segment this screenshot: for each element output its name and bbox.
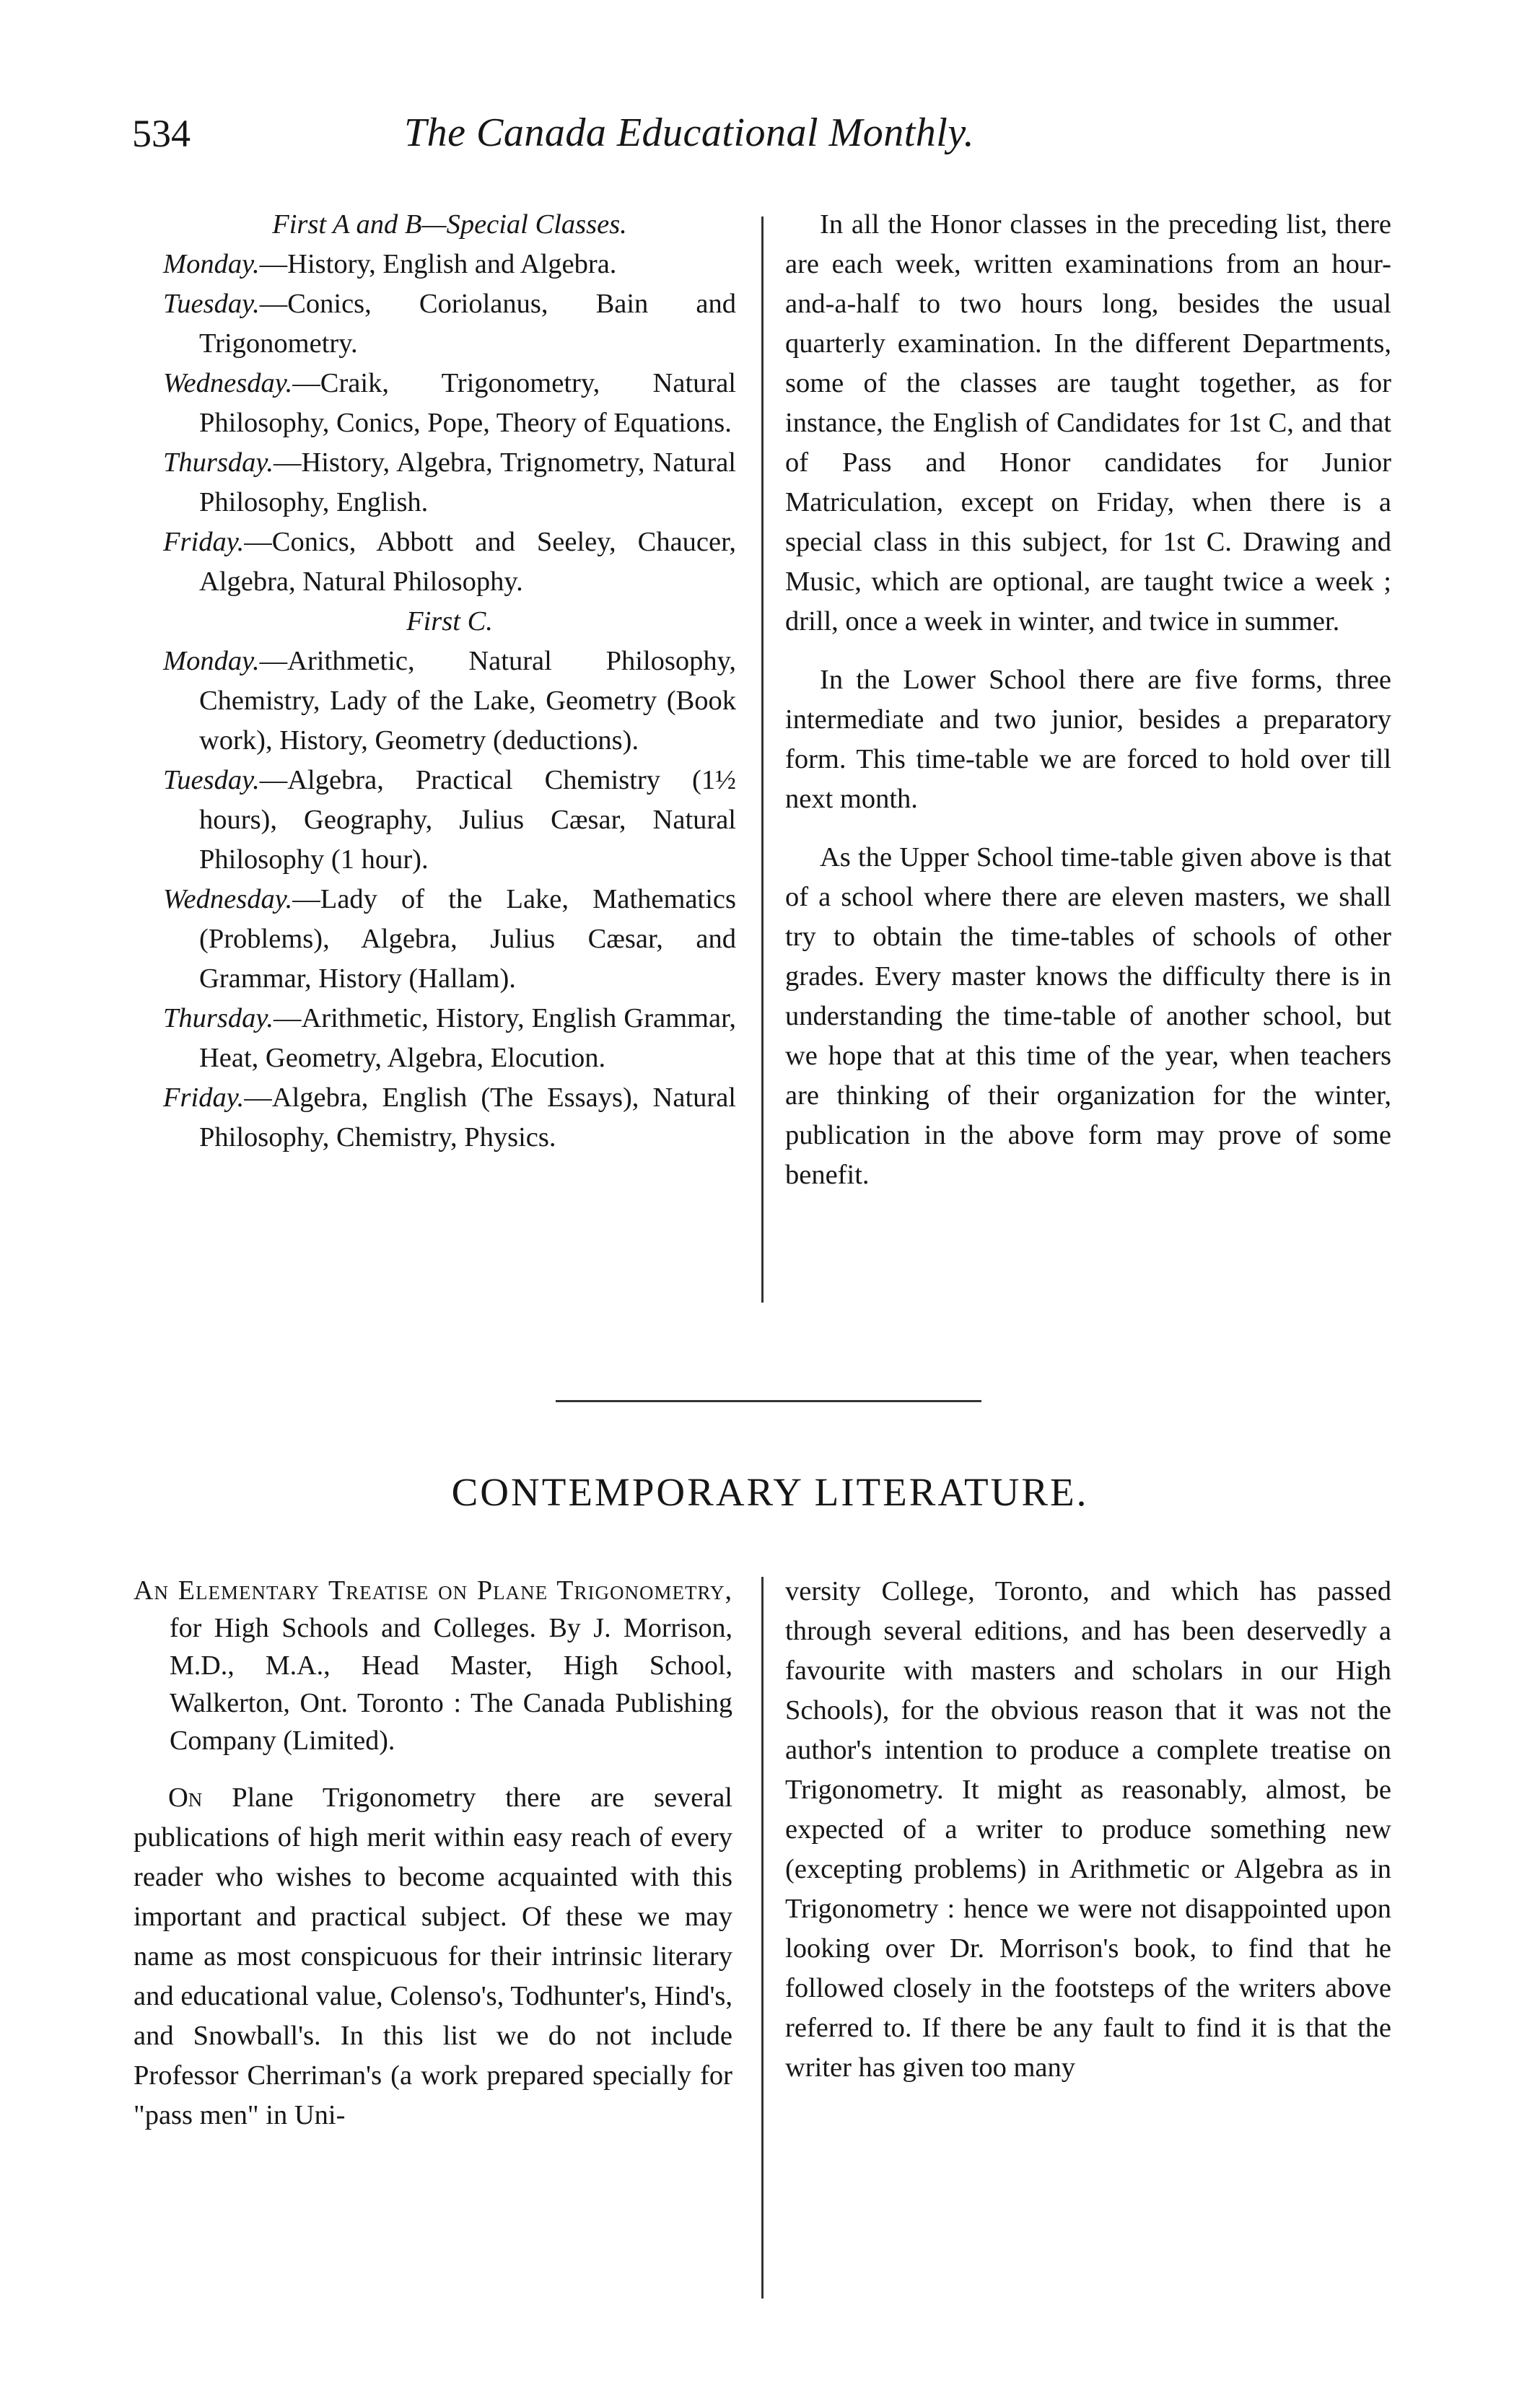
day-label: Monday. <box>163 646 260 676</box>
day-label: Wednesday. <box>163 368 293 398</box>
book-details: for High Schools and Colleges. By J. Morrison, M.D., M.A., Head Master, High School, Walkerton, Ont. Toronto : The Canada Publishing Company (Limited). <box>170 1613 732 1756</box>
entry-text: —Conics, Abbott and Seeley, Chaucer, Algebra, Natural Philosophy. <box>199 527 736 597</box>
timetable-entry <box>163 284 736 364</box>
entry-text: —Arithmetic, History, English Grammar, Heat, Geometry, Algebra, Elocution. <box>199 1003 736 1073</box>
day-label: Thursday. <box>163 1003 274 1033</box>
running-head: The Canada Educational Monthly. <box>404 110 975 155</box>
timetable-entry <box>163 522 736 602</box>
timetable-entry <box>163 880 736 999</box>
entry-text: —Lady of the Lake, Mathematics (Problems), Algebra, Julius Cæsar, and Grammar, History (Hallam). <box>199 884 736 994</box>
day-label: Thursday. <box>163 447 274 478</box>
book-citation <box>134 1572 732 1759</box>
timetable-entry <box>163 761 736 880</box>
review-text: Plane Trigonometry there are several publications of high merit within easy reach of every reader who wishes to become acquainted with this important and practical subject. Of these we may name as most conspicuous for their intrinsic literary and educational value, Colenso's, Todhunter's, Hind's, and Snowball's. In this list we do not include Professor Cherriman's (a work prepared specially for "pass men" in Uni- <box>134 1783 732 2130</box>
column-divider <box>761 1577 764 2299</box>
review-first-word: On <box>168 1783 203 1813</box>
timetable-entry <box>163 443 736 522</box>
review-column-right <box>785 1572 1391 2088</box>
day-label: Monday. <box>163 249 260 279</box>
section-heading-first-a-b: First A and B—Special Classes. <box>272 209 627 240</box>
day-label: Tuesday. <box>163 289 260 319</box>
body-paragraph: As the Upper School time-table given above is that of a school where there are eleven masters, we shall try to obtain the time-tables of schools of other grades. Every master knows the difficulty there is in understanding the time-table of another school, but we hope that at this time of the year, when teachers are thinking of their organization for the winter, publication in the above form may prove of some benefit. <box>785 842 1391 1190</box>
entry-text: —History, Algebra, Trignometry, Natural Philosophy, English. <box>199 447 736 517</box>
body-paragraph <box>134 1778 732 2135</box>
section-heading-contemporary-literature: CONTEMPORARY LITERATURE. <box>451 1470 1089 1514</box>
body-paragraph: versity College, Toronto, and which has passed through several editions, and has been deservedly a favourite with masters and scholars in our High Schools), for the obvious reason that it was not the author's intention to produce a complete treatise on Trigonometry. It might as reasonably, almost, be expected of a writer to produce something new (excepting problems) in Arithmetic or Algebra as in Trigonometry : hence we were not disappointed upon looking over Dr. Morrison's book, to find that he followed closely in the footsteps of the writers above referred to. If there be any fault to find it is that the writer has given too many <box>785 1576 1391 2083</box>
entry-text: —History, English and Algebra. <box>259 249 617 279</box>
page-number: 534 <box>132 112 191 155</box>
commentary-column <box>785 205 1391 1195</box>
book-title: An Elementary Treatise on Plane Trigonometry, <box>134 1575 732 1606</box>
timetable-entry <box>163 245 736 284</box>
body-paragraph: In all the Honor classes in the preceding list, there are each week, written examinations from an hour-and-a-half to two hours long, besides the usual quarterly examination. In the different Departments, some of the classes are taught together, as for instance, the English of Candidates for 1st C, and that of Pass and Honor candidates for Junior Matriculation, except on Friday, when there is a special class in this subject, for 1st C. Drawing and Music, which are optional, are taught twice a week ; drill, once a week in winter, and twice in summer. <box>785 209 1391 637</box>
timetable-column <box>163 205 736 1158</box>
timetable-entry <box>163 364 736 443</box>
timetable-entry <box>163 999 736 1078</box>
review-column-left <box>134 1572 732 2135</box>
day-label: Tuesday. <box>163 765 260 795</box>
entry-text: —Algebra, English (The Essays), Natural Philosophy, Chemistry, Physics. <box>199 1083 736 1153</box>
section-divider <box>556 1400 981 1402</box>
entry-text: —Conics, Coriolanus, Bain and Trigonometry. <box>199 289 736 359</box>
section-heading-first-c: First C. <box>406 606 493 637</box>
day-label: Wednesday. <box>163 884 293 914</box>
entry-text: —Algebra, Practical Chemistry (1½ hours), Geography, Julius Cæsar, Natural Philosophy (1 hour). <box>199 765 736 875</box>
entry-text: —Arithmetic, Natural Philosophy, Chemistry, Lady of the Lake, Geometry (Book work), History, Geometry (deductions). <box>199 646 736 756</box>
day-label: Friday. <box>163 527 245 557</box>
timetable-entry <box>163 1078 736 1158</box>
column-divider <box>761 217 764 1303</box>
entry-text: —Craik, Trigonometry, Natural Philosophy, Conics, Pope, Theory of Equations. <box>199 368 736 438</box>
day-label: Friday. <box>163 1083 245 1113</box>
timetable-entry <box>163 642 736 761</box>
body-paragraph: In the Lower School there are five forms, three intermediate and two junior, besides a preparatory form. This time-table we are forced to hold over till next month. <box>785 665 1391 814</box>
